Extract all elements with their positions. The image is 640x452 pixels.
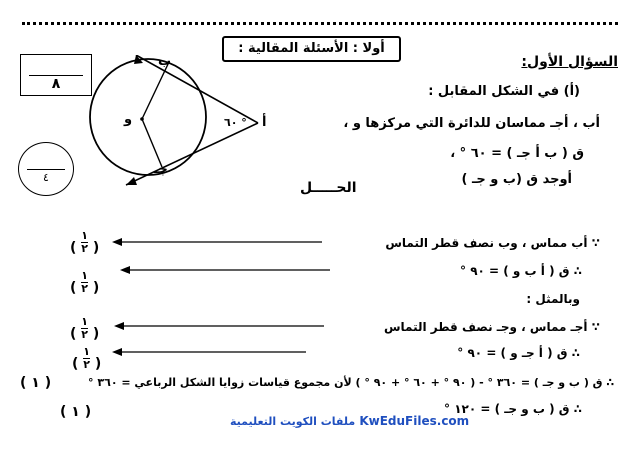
circle-shape bbox=[90, 59, 206, 175]
solution-step-4: ∴ ق ( أ جـ و ) = ٩٠ ° bbox=[457, 346, 580, 360]
arrow-head-2 bbox=[120, 266, 130, 274]
given-angle: ق ( ب أ جـ ) = ٦٠ ° ، bbox=[450, 146, 584, 161]
circle-tangent-figure bbox=[80, 55, 280, 190]
mark-4: ( $\frac{١}{٢}$ ) bbox=[72, 345, 102, 372]
section-header-title: أولا : الأسئلة المقالية : bbox=[238, 41, 385, 56]
label-angle: ٦٠ ° bbox=[224, 116, 247, 129]
part-a-title: (أ) في الشكل المقابل : bbox=[428, 84, 580, 99]
solution-step-1: ∵ أب مماس ، وب نصف قطر التماس bbox=[385, 236, 600, 250]
mark-3: ( $\frac{١}{٢}$ ) bbox=[70, 315, 100, 342]
label-point-j: جـ bbox=[154, 162, 168, 177]
solution-step-5: ∴ ق ( ب و جـ ) = ٣٦٠ ° - ( ٩٠ ° + ٦٠ ° + ٩٠ ° ) لأن مجموع قياسات زوايا الشكل الرباعي = ٣٦٠ ° bbox=[88, 376, 614, 389]
arrow-head-3 bbox=[114, 322, 124, 330]
arrow-head-4 bbox=[112, 348, 122, 356]
find-angle: أوجد ق (ب و جـ ) bbox=[461, 172, 572, 187]
footer-site[interactable]: KwEduFiles.com bbox=[359, 414, 470, 428]
tangent-line-aj bbox=[126, 123, 258, 185]
solution-step-3: ∵ أجـ مماس ، وجـ نصف قطر التماس bbox=[383, 320, 600, 334]
part-score-oval bbox=[18, 142, 74, 196]
label-point-b: ب bbox=[158, 54, 172, 69]
part-score-value: ٤ bbox=[43, 171, 49, 184]
footer-label: ملفات الكويت التعليمية bbox=[230, 415, 356, 428]
mark-1: ( $\frac{١}{٢}$ ) bbox=[70, 229, 100, 256]
mark-2: ( $\frac{١}{٢}$ ) bbox=[70, 269, 100, 296]
solution-similarly: وبالمثل : bbox=[526, 292, 580, 306]
mark-6: ( ١ ) bbox=[60, 404, 92, 420]
solution-arrows bbox=[110, 230, 330, 380]
solution-title: الحـــــل bbox=[300, 180, 357, 196]
label-point-a: أ bbox=[262, 115, 267, 130]
arrow-head-j bbox=[126, 177, 137, 185]
solution-step-6: ∴ ق ( ب و جـ ) = ١٢٠ ° bbox=[444, 402, 582, 416]
arrow-head-1 bbox=[112, 238, 122, 246]
given-tangents: أب ، أجـ مماسان للدائرة التي مركزها و ، bbox=[343, 116, 600, 131]
label-center: و bbox=[124, 112, 133, 127]
radius-ob bbox=[142, 62, 169, 119]
mark-5: ( ١ ) bbox=[20, 375, 52, 391]
center-point bbox=[140, 117, 144, 121]
top-dotted-border bbox=[22, 22, 618, 25]
total-score-value: ٨ bbox=[51, 76, 61, 92]
oval-divider bbox=[27, 169, 65, 170]
radius-oj bbox=[142, 119, 162, 167]
solution-step-2: ∴ ق ( أ ب و ) = ٩٠ ° bbox=[460, 264, 582, 278]
question-title: السؤال الأول: bbox=[521, 54, 618, 70]
tangent-line-ab bbox=[136, 55, 258, 123]
footer-watermark bbox=[230, 414, 469, 428]
